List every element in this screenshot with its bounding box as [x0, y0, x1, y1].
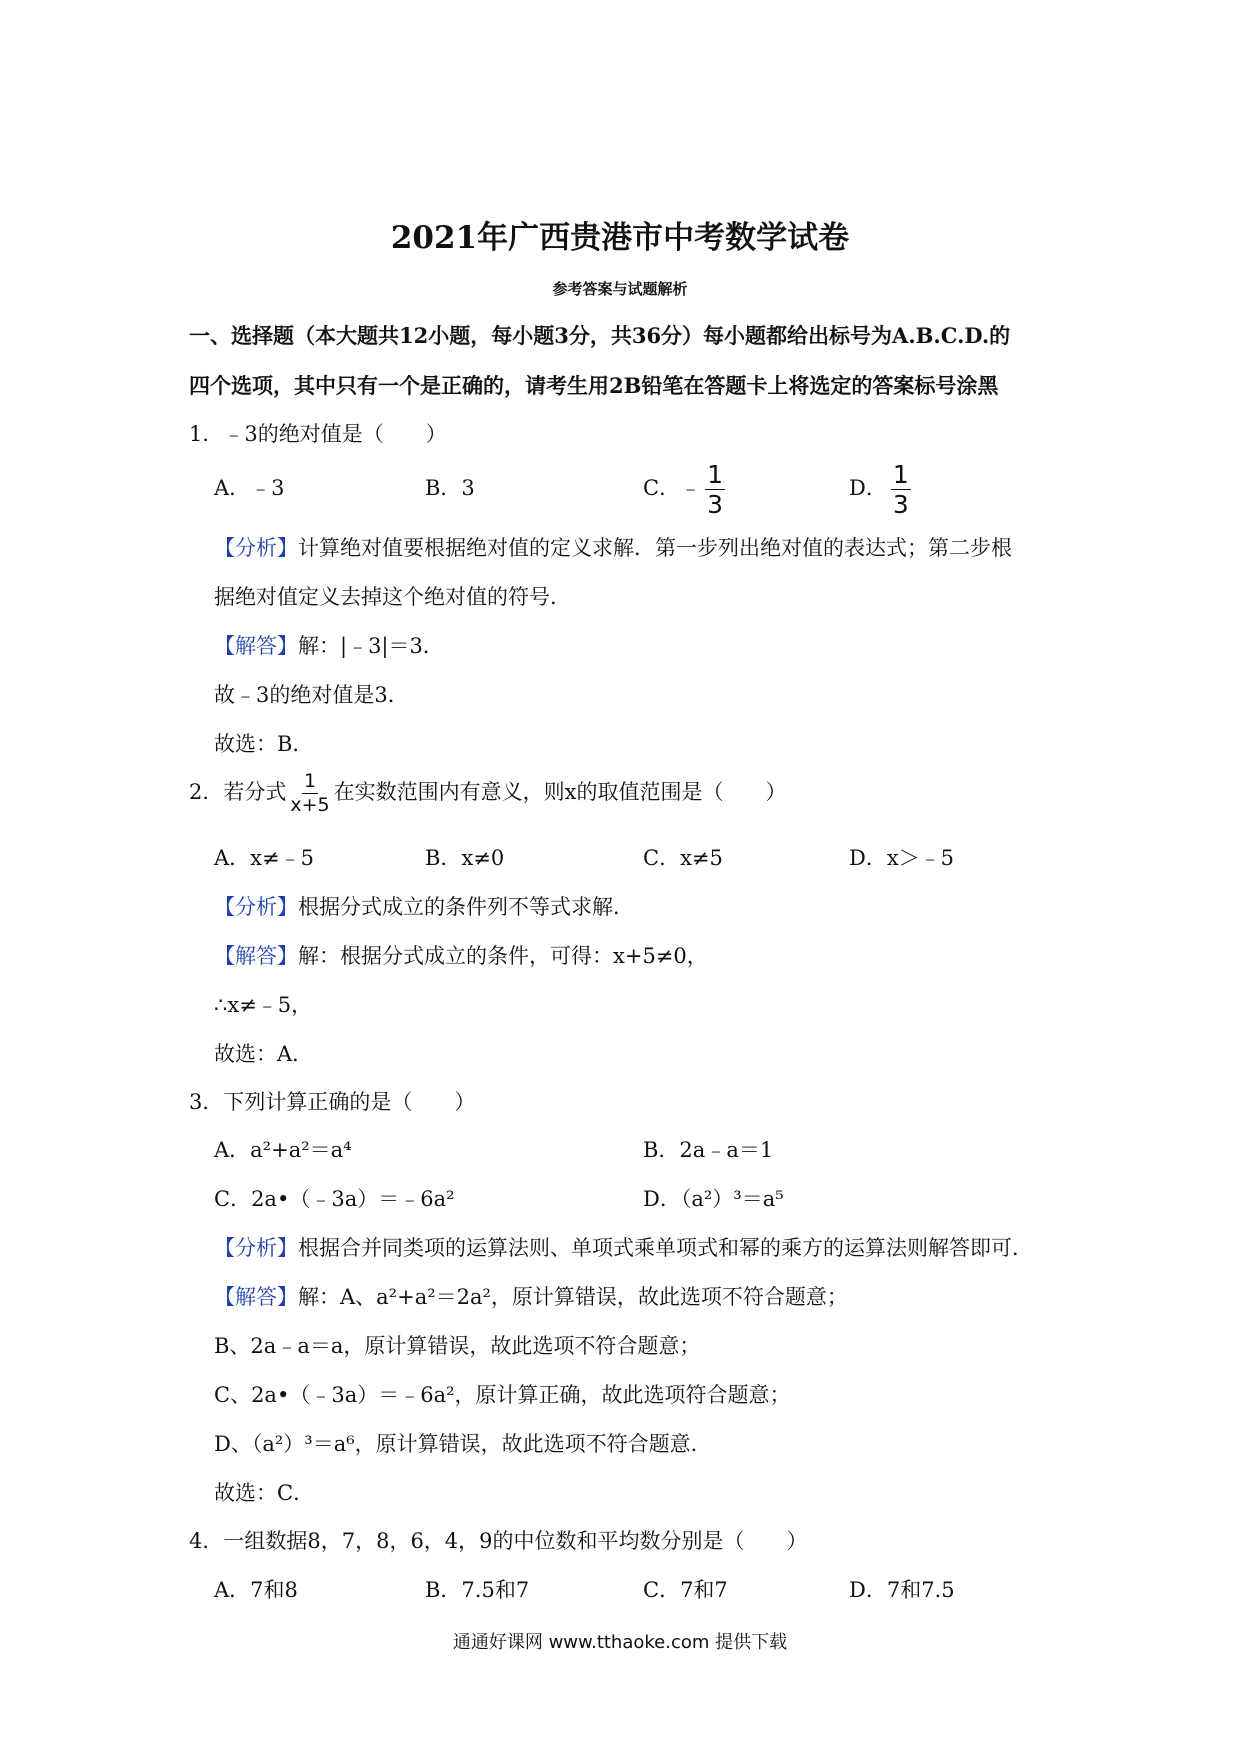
analysis-tag: 【分析】	[214, 536, 298, 560]
q3-analysis-text: 根据合并同类项的运算法则、单项式乘单项式和幂的乘方的运算法则解答即可．	[298, 1236, 1033, 1260]
q1-option-d-fraction	[891, 462, 911, 517]
answer-tag: 【解答】	[214, 944, 298, 968]
q4-option-d: D．7和7.5	[849, 1578, 955, 1602]
q1-option-c	[643, 462, 729, 517]
section-heading-line1: 一、选择题（本大题共12小题，每小题3分，共36分）每小题都给出标号为A.B.C.D.的	[189, 323, 1011, 348]
analysis-tag: 【分析】	[214, 895, 298, 919]
q1-answer-text: 解：|﹣3|＝3．	[298, 634, 444, 658]
q2-analysis	[214, 891, 634, 921]
analysis-tag: 【分析】	[214, 1236, 298, 1260]
q2-analysis-text: 根据分式成立的条件列不等式求解．	[298, 895, 634, 919]
q1-answer-line2: 故﹣3的绝对值是3．	[214, 683, 409, 707]
q1-option-d-label: D．	[849, 476, 887, 500]
q3-option-a: A．a²+a²＝a⁴	[214, 1138, 352, 1162]
q1-analysis-line1	[214, 532, 1012, 562]
answer-tag: 【解答】	[214, 1285, 298, 1309]
section-heading-line2: 四个选项，其中只有一个是正确的，请考生用2B铅笔在答题卡上将选定的答案标号涂黑	[189, 373, 999, 398]
q1-option-c-label: C．﹣	[643, 476, 702, 500]
q3-answer-text: 解：A、a²+a²＝2a²，原计算错误，故此选项不符合题意；	[298, 1285, 848, 1309]
q2-fraction	[290, 772, 329, 815]
q2-stem-post: 在实数范围内有意义，则x的取值范围是（ ）	[333, 780, 787, 804]
question-4-stem: 4．一组数据8，7，8，6，4，9的中位数和平均数分别是（ ）	[189, 1529, 808, 1553]
q1-answer-line1	[214, 630, 444, 660]
q2-answer-line2: ∴x≠﹣5，	[214, 993, 313, 1017]
question-3-stem: 3．下列计算正确的是（ ）	[189, 1090, 476, 1114]
fraction-denominator: 3	[892, 490, 909, 519]
fraction-denominator: x+5	[290, 794, 330, 816]
q4-option-b: B．7.5和7	[425, 1578, 530, 1602]
q3-answer-line4: D、（a²）³＝a⁶，原计算错误，故此选项不符合题意．	[214, 1432, 712, 1456]
q3-answer-line3: C、2a•（﹣3a）＝﹣6a²，原计算正确，故此选项符合题意；	[214, 1383, 791, 1407]
q4-option-c: C．7和7	[643, 1578, 728, 1602]
q3-option-b: B．2a﹣a＝1	[643, 1138, 774, 1162]
q1-analysis-line2: 据绝对值定义去掉这个绝对值的符号．	[214, 585, 571, 609]
q1-option-b: B．3	[425, 476, 475, 500]
page-subtitle: 参考答案与试题解析	[552, 280, 688, 298]
fraction-numerator: 1	[892, 460, 909, 489]
q3-option-c: C．2a•（﹣3a）＝﹣6a²	[214, 1187, 455, 1211]
q3-answer-line2: B、2a﹣a＝a，原计算错误，故此选项不符合题意；	[214, 1334, 701, 1358]
q2-option-c: C．x≠5	[643, 846, 723, 870]
question-2-stem	[189, 772, 786, 815]
q2-option-b: B．x≠0	[425, 846, 505, 870]
q3-answer-line1	[214, 1281, 848, 1311]
page-title: 2021年广西贵港市中考数学试卷	[390, 220, 850, 256]
q2-stem-pre: 2．若分式	[189, 780, 287, 804]
q1-analysis-text: 计算绝对值要根据绝对值的定义求解．第一步列出绝对值的表达式；第二步根	[298, 536, 1012, 560]
q4-option-a: A．7和8	[214, 1578, 298, 1602]
q2-answer-line3: 故选：A．	[214, 1042, 314, 1066]
q1-option-a: A．﹣3	[214, 476, 285, 500]
q1-option-c-fraction	[705, 462, 725, 517]
q3-analysis	[214, 1232, 1033, 1262]
question-1-stem: 1．﹣3的绝对值是（ ）	[189, 422, 447, 446]
q2-answer-text: 解：根据分式成立的条件，可得：x+5≠0，	[298, 944, 708, 968]
fraction-denominator: 3	[707, 490, 723, 519]
q1-answer-line3: 故选：B．	[214, 732, 314, 756]
q2-answer-line1	[214, 940, 708, 970]
fraction-numerator: 1	[707, 460, 723, 489]
page-footer: 通通好课网 www.tthaoke.com 提供下载	[452, 1632, 788, 1653]
q3-option-d: D．（a²）³＝a⁵	[643, 1187, 784, 1211]
q2-option-d: D．x＞﹣5	[849, 846, 955, 870]
answer-tag: 【解答】	[214, 634, 298, 658]
fraction-numerator: 1	[303, 770, 317, 792]
q3-answer-line5: 故选：C．	[214, 1481, 315, 1505]
q2-option-a: A．x≠﹣5	[214, 846, 314, 870]
q1-option-d	[849, 462, 915, 517]
